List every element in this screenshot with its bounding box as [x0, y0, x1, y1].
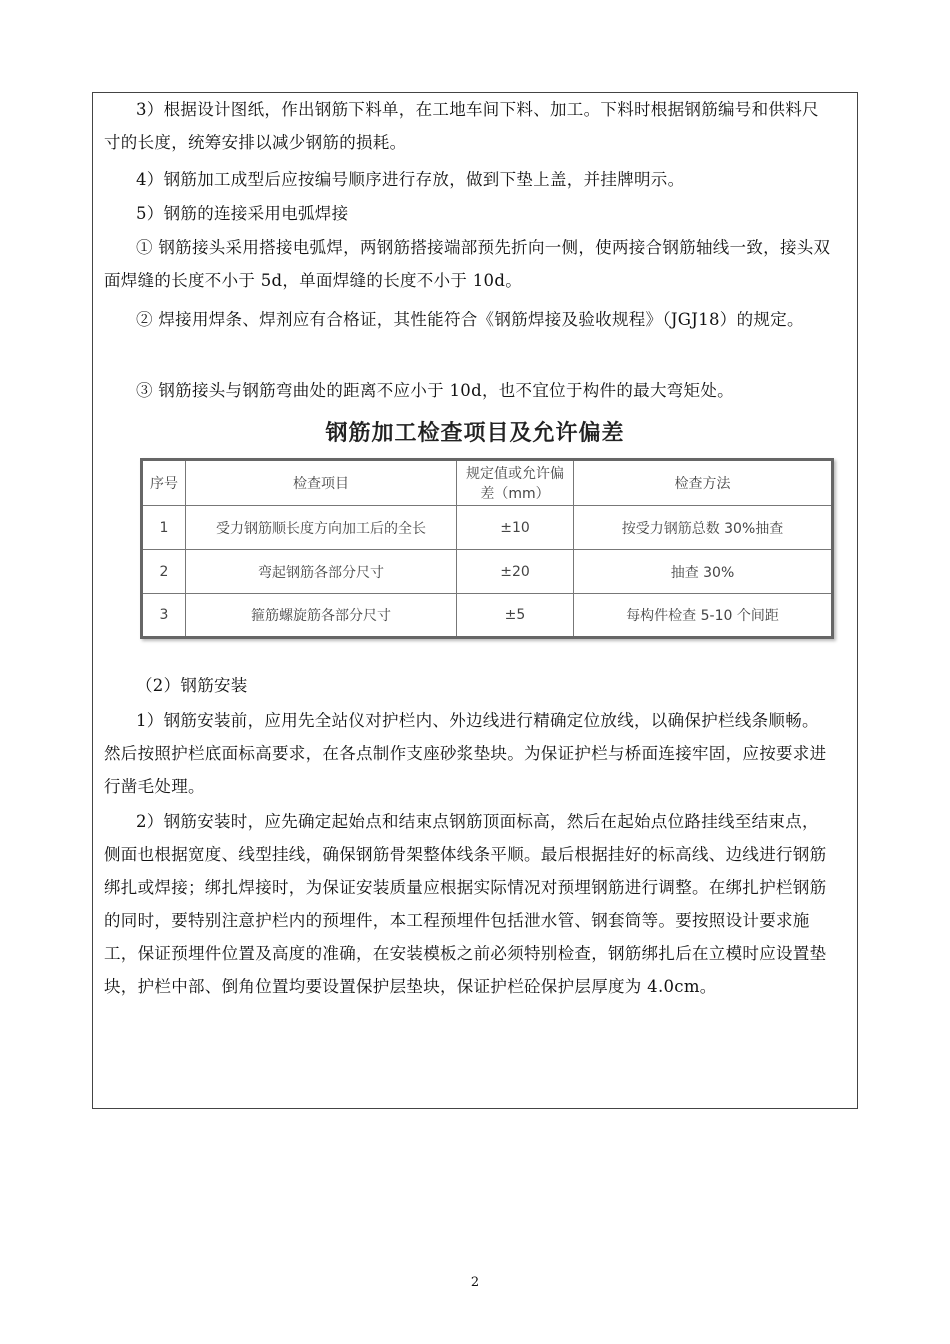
table-row	[142, 594, 833, 638]
paragraph-lap-weld: ① 钢筋接头采用搭接电弧焊，两钢筋搭接端部预先折向一侧，使两接合钢筋轴线一致，接头双面焊缝的长度不小于 5d，单面焊缝的长度不小于 10d。	[104, 238, 831, 290]
cell-method: 每构件检查 5-10 个间距	[574, 594, 833, 638]
header-tolerance: 规定值或允许偏差（mm）	[457, 460, 574, 506]
paragraph-joint-distance: ③ 钢筋接头与钢筋弯曲处的距离不应小于 10d，也不宜位于构件的最大弯矩处。	[136, 381, 734, 400]
table-row	[142, 506, 833, 550]
page-number: 2	[470, 1275, 480, 1290]
header-item: 检查项目	[186, 460, 457, 506]
cell-no: 2	[142, 550, 186, 594]
section-heading-installation: （2）钢筋安装	[136, 676, 248, 695]
cell-no: 1	[142, 506, 186, 550]
paragraph-welding-heading: 5）钢筋的连接采用电弧焊接	[136, 204, 349, 223]
paragraph-storage: 4）钢筋加工成型后应按编号顺序进行存放，做到下垫上盖，并挂牌明示。	[136, 170, 685, 189]
paragraph-installation-process: 2）钢筋安装时，应先确定起始点和结束点钢筋顶面标高，然后在起始点位路挂线至结束点，侧面也根据宽度、线型挂线，确保钢筋骨架整体线条平顺。最后根据挂好的标高线、边线进行钢筋绑扎或焊接；绑扎焊接时，为保证安装质量应根据实际情况对预埋钢筋进行调整。在绑扎护栏钢筋的同时，要特别注意护栏内的预埋件，本工程预埋件包括泄水管、钢套筒等。要按照设计要求施工，保证预埋件位置及高度的准确，在安装模板之前必须特别检查，钢筋绑扎后在立模时应设置垫块，护栏中部、倒角位置均要设置保护层垫块，保证护栏砼保护层厚度为 4.0cm。	[104, 812, 827, 996]
header-method: 检查方法	[574, 460, 833, 506]
paragraph-cutting-list: 3）根据设计图纸，作出钢筋下料单，在工地车间下料、加工。下料时根据钢筋编号和供料尺寸的长度，统筹安排以减少钢筋的损耗。	[104, 100, 819, 152]
paragraph-welding-materials: ② 焊接用焊条、焊剂应有合格证，其性能符合《钢筋焊接及验收规程》（JGJ18）的规定。	[136, 310, 804, 329]
cell-no: 3	[142, 594, 186, 638]
table-header-row	[142, 460, 833, 506]
paragraph-installation-prep: 1）钢筋安装前，应用先全站仪对护栏内、外边线进行精确定位放线，以确保护栏线条顺畅。然后按照护栏底面标高要求，在各点制作支座砂浆垫块。为保证护栏与桥面连接牢固，应按要求进行凿毛处理。	[104, 711, 827, 796]
header-no: 序号	[142, 460, 186, 506]
cell-method: 抽查 30%	[574, 550, 833, 594]
cell-tolerance: ±5	[457, 594, 574, 638]
cell-item: 受力钢筋顺长度方向加工后的全长	[186, 506, 457, 550]
cell-method: 按受力钢筋总数 30%抽查	[574, 506, 833, 550]
cell-item: 弯起钢筋各部分尺寸	[186, 550, 457, 594]
table-row	[142, 550, 833, 594]
cell-item: 箍筋螺旋筋各部分尺寸	[186, 594, 457, 638]
cell-tolerance: ±10	[457, 506, 574, 550]
table-title: 钢筋加工检查项目及允许偏差	[325, 421, 625, 446]
cell-tolerance: ±20	[457, 550, 574, 594]
inspection-table	[140, 458, 834, 639]
